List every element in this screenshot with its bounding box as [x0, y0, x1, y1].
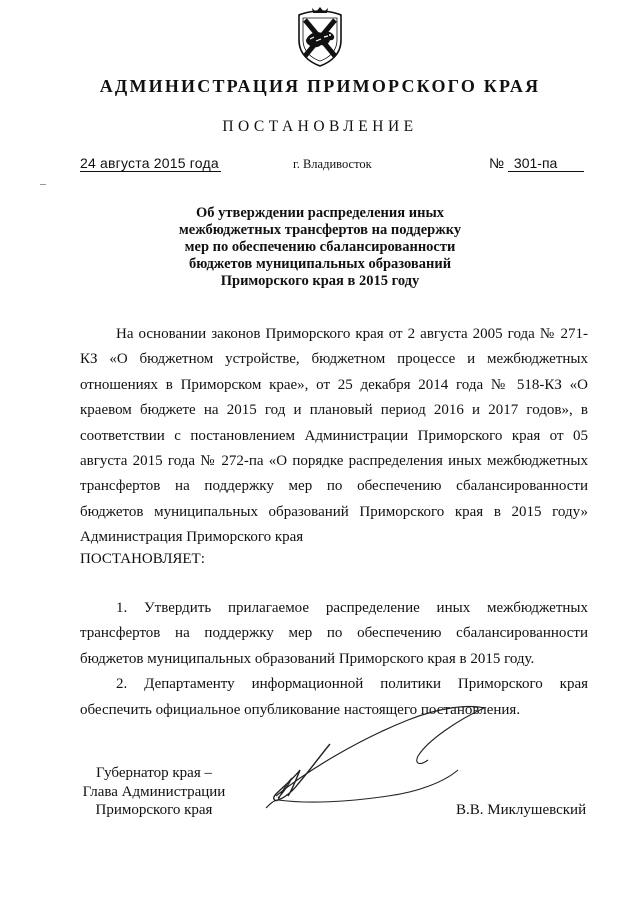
organization-name: АДМИНИСТРАЦИЯ ПРИМОРСКОГО КРАЯ [99, 76, 541, 96]
document-number-value: 301-па [508, 155, 584, 172]
margin-mark [40, 184, 46, 185]
signatory-position [80, 764, 228, 820]
resolution-item: 1. Утвердить прилагаемое распределение иных межбюджетных трансфертов на поддержку мер по обеспечению сбалансированности бюджетов муниципальных образований Приморского края в 2015 году. [80, 600, 588, 667]
title-line: Об утверждении распределения иных [195, 205, 445, 221]
resolution-item: 2. Департаменту информационной политики Приморского края обеспечить официальное опубликование настоящего постановления. [80, 676, 588, 718]
position-line: Губернатор края – [96, 765, 212, 781]
document-number [489, 155, 584, 172]
document-date [80, 155, 221, 171]
primorsky-coat-of-arms-icon [294, 6, 346, 68]
title-line: Приморского края в 2015 году [220, 273, 420, 289]
preamble-paragraph: На основании законов Приморского края от 2 августа 2005 года № 271-КЗ «О бюджетном устройстве, бюджетном процессе и межбюджетных отношениях в Приморском крае», от 25 декабря 2014 года № 518-КЗ «О краевом бюджете на 2015 год и плановый период 2016 и 2017 годов», в соответствии с постановлением Администрации Приморского края от 05 августа 2015 года № 272-па «О порядке распределения иных межбюджетных трансфертов на поддержку мер по обеспечению сбалансированности бюджетов муниципальных образований Приморского края в 2015 году» Администрация Приморского края [80, 326, 588, 546]
resolves-heading: ПОСТАНОВЛЯЕТ: [80, 551, 205, 567]
position-line: Приморского края [95, 802, 213, 818]
signatory-name: В.В. Миклушевский [456, 802, 587, 818]
handwritten-signature-icon [248, 700, 548, 812]
title-line: бюджетов муниципальных образований [188, 256, 452, 272]
document-body [80, 322, 588, 551]
document-type: ПОСТАНОВЛЕНИЕ [222, 118, 418, 135]
document-title [160, 205, 480, 290]
document-place: г. Владивосток [293, 157, 372, 171]
document-date-value: 24 августа 2015 года [80, 155, 219, 171]
title-line: мер по обеспечению сбалансированности [184, 239, 456, 255]
title-line: межбюджетных трансфертов на поддержку [178, 222, 462, 238]
position-line: Глава Администрации [82, 783, 226, 800]
number-sign: № [489, 155, 505, 171]
